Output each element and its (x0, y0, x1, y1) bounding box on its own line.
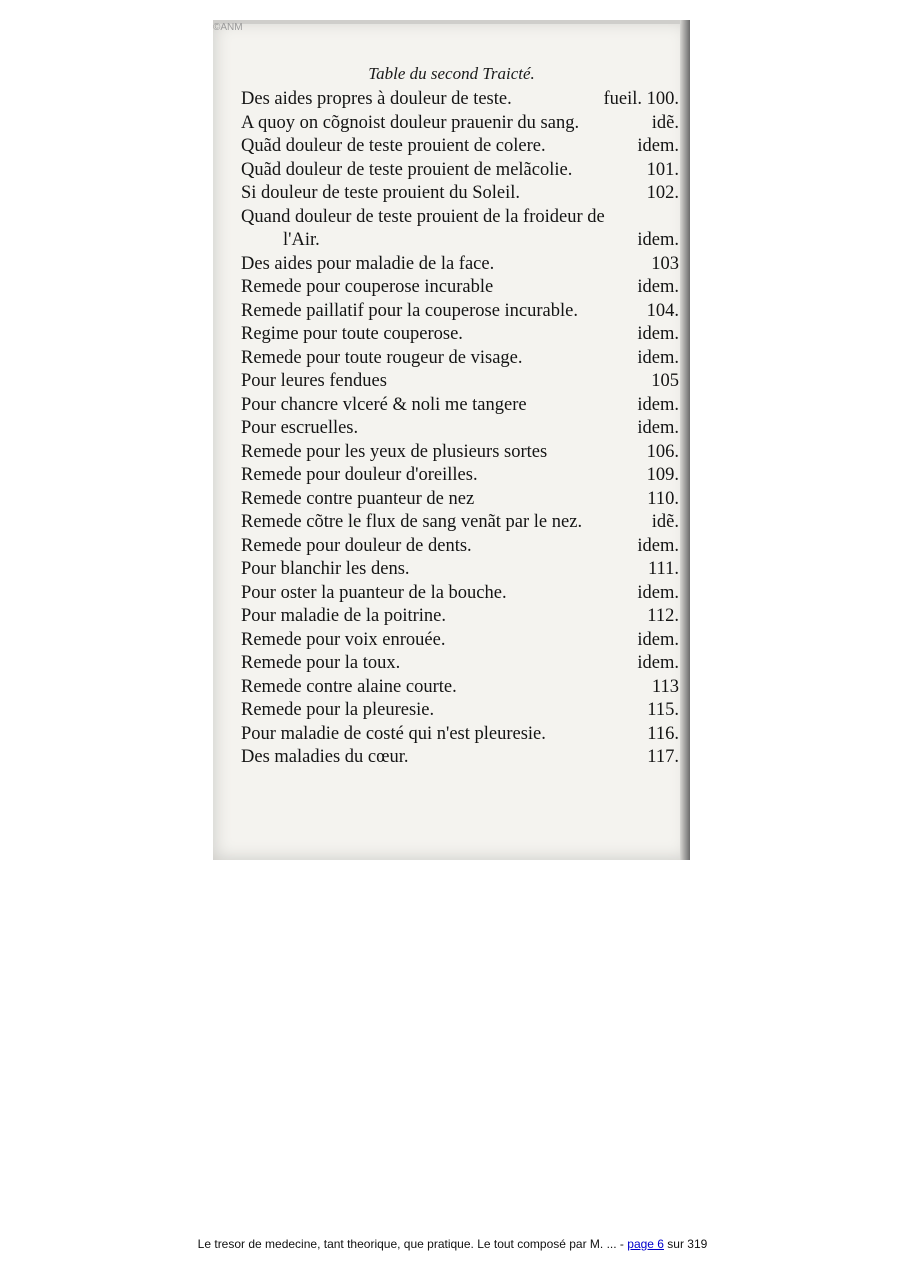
toc-entry-title: Remede cõtre le flux de sang venãt par le nez. (241, 512, 583, 532)
footer-page-total: sur 319 (663, 1237, 708, 1251)
toc-entry (241, 441, 679, 465)
toc-entry (241, 488, 679, 512)
watermark: ©ANM (213, 22, 243, 33)
page-running-header: Table du second Traicté. (368, 64, 535, 83)
table-of-contents (241, 88, 679, 770)
toc-entry-title: A quoy on cõgnoist douleur prauenir du sang. (241, 112, 580, 133)
toc-entry-page: idem. (637, 136, 679, 156)
toc-entry-page: 101. (646, 159, 679, 180)
toc-entry-page: idem. (637, 394, 679, 415)
toc-entry (241, 394, 679, 418)
toc-entry (241, 253, 679, 277)
toc-entry-title: Remede pour douleur d'oreilles. (241, 465, 478, 485)
toc-entry-page: 104. (646, 300, 679, 321)
toc-entry-title: Des maladies du cœur. (241, 747, 409, 767)
toc-entry-title: Remede pour voix enrouée. (241, 629, 446, 650)
toc-entry (241, 370, 679, 394)
toc-entry-page: 111. (647, 559, 679, 579)
toc-entry (241, 605, 679, 629)
toc-entry (241, 676, 679, 700)
toc-entry-page: 110. (647, 488, 679, 509)
toc-entry (241, 276, 679, 300)
toc-entry (241, 206, 679, 230)
toc-entry (241, 323, 679, 347)
toc-entry (241, 511, 679, 535)
toc-entry-title: Remede pour la pleuresie. (241, 700, 435, 720)
toc-entry-title: Pour blanchir les dens. (241, 559, 410, 579)
toc-entry-page: 103 (651, 253, 679, 274)
toc-entry (241, 417, 679, 441)
toc-entry-page: idem. (637, 535, 679, 556)
toc-entry-page: 102. (646, 183, 679, 203)
toc-entry-title: Pour oster la puanteur de la bouche. (241, 582, 507, 603)
toc-entry-page: idem. (637, 582, 679, 603)
toc-entry (241, 558, 679, 582)
toc-entry-title: Remede pour toute rougeur de visage. (241, 347, 523, 368)
toc-entry-page: 109. (646, 465, 679, 485)
toc-entry-title: Quand douleur de teste prouient de la froideur de (241, 206, 605, 227)
toc-entry (241, 182, 679, 206)
scan-right-edge-shadow (680, 20, 690, 860)
toc-entry-title: Pour maladie de costé qui n'est pleuresie. (241, 723, 546, 744)
toc-entry-title: Remede pour douleur de dents. (241, 535, 472, 556)
toc-entry (241, 112, 679, 136)
toc-entry (241, 652, 679, 676)
toc-entry-page: idẽ. (651, 512, 679, 532)
toc-entry-page: 112. (647, 606, 679, 626)
toc-entry (241, 535, 679, 559)
scan-top-edge (213, 20, 690, 24)
toc-entry (241, 159, 679, 183)
toc-entry-title: Des aides pour maladie de la face. (241, 253, 495, 274)
toc-entry (241, 347, 679, 371)
toc-entry-title: Quãd douleur de teste prouient de colere. (241, 136, 546, 156)
toc-entry-title: Remede contre puanteur de nez (241, 488, 475, 509)
toc-entry-title: Des aides propres à douleur de teste. (241, 89, 512, 109)
toc-entry-page: 116. (647, 723, 679, 744)
toc-entry (241, 464, 679, 488)
toc-entry-title: Quãd douleur de teste prouient de melãcolie. (241, 159, 573, 180)
toc-entry-page: 115. (647, 700, 679, 720)
toc-entry-page: 113 (651, 676, 679, 697)
toc-entry (241, 300, 679, 324)
toc-entry-title: Remede pour la toux. (241, 653, 401, 673)
toc-entry (241, 746, 679, 770)
toc-entry-page: idem. (637, 230, 679, 250)
toc-entry-page: 117. (647, 747, 679, 767)
toc-entry (241, 88, 679, 112)
toc-entry-page: 106. (646, 441, 679, 462)
footer-book-title: Le tresor de medecine, tant theorique, que pratique. Le tout composé par M. ... - (197, 1237, 628, 1251)
toc-entry (241, 229, 679, 253)
toc-entry-title: Si douleur de teste prouient du Soleil. (241, 183, 520, 203)
toc-entry (241, 582, 679, 606)
toc-entry-title: Remede contre alaine courte. (241, 676, 457, 697)
toc-entry-title: Remede pour les yeux de plusieurs sortes (241, 441, 548, 462)
toc-entry (241, 135, 679, 159)
toc-entry (241, 629, 679, 653)
toc-entry (241, 723, 679, 747)
page-footer (0, 1237, 905, 1251)
toc-entry-page: idẽ. (651, 112, 679, 133)
toc-entry-page: idem. (637, 347, 679, 368)
toc-entry-title: Pour chancre vlceré & noli me tangere (241, 394, 527, 415)
toc-entry-page: fueil. 100. (603, 89, 679, 109)
toc-entry-title: Pour leures fendues (241, 371, 387, 391)
toc-entry-page: idem. (637, 324, 679, 344)
toc-entry (241, 699, 679, 723)
page-link[interactable]: page 6 (627, 1237, 664, 1251)
toc-entry-page: idem. (637, 418, 679, 438)
scanned-page-image (213, 20, 690, 860)
toc-entry-title: Remede pour couperose incurable (241, 277, 494, 297)
toc-entry-page: 105 (651, 371, 679, 391)
toc-entry-title: Remede paillatif pour la couperose incurable. (241, 300, 578, 321)
toc-entry-title: Regime pour toute couperose. (241, 324, 463, 344)
toc-entry-page: idem. (637, 277, 679, 297)
toc-entry-page: idem. (637, 653, 679, 673)
toc-entry-page: idem. (637, 629, 679, 650)
toc-entry-title: l'Air. (283, 230, 320, 250)
toc-entry-title: Pour escruelles. (241, 418, 359, 438)
toc-entry-title: Pour maladie de la poitrine. (241, 606, 446, 626)
